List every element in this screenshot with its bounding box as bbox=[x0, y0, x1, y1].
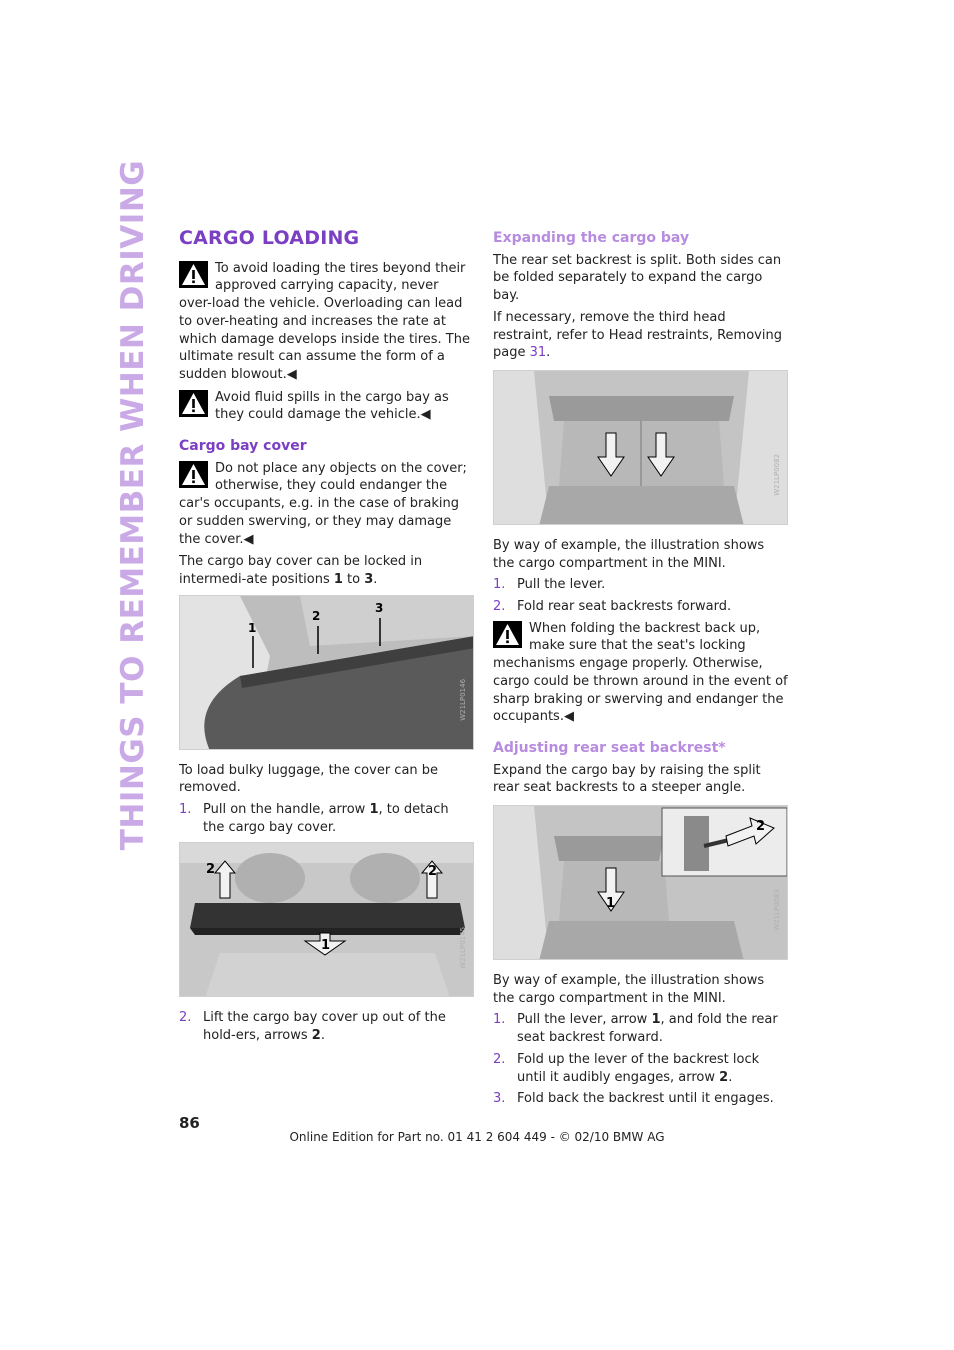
warning-icon bbox=[179, 261, 208, 288]
paragraph: To load bulky luggage, the cover can be removed. bbox=[179, 762, 439, 796]
page-number: 86 bbox=[179, 1114, 200, 1132]
figure-label: 2 bbox=[756, 819, 766, 835]
warning-text: Do not place any objects on the cover; otherwise, they could endanger the car's occupants, e.g. in the case of braking or sudden swerving, or they may damage the cover.◀ bbox=[179, 460, 467, 547]
list-item: 1. Pull on the handle, arrow 1, to detach the cargo bay cover. bbox=[179, 802, 449, 835]
warning-icon bbox=[179, 390, 208, 417]
list-item: 2. Fold rear seat backrests forward. bbox=[493, 599, 732, 615]
steps-list bbox=[493, 1011, 788, 1108]
list-item: 2. Lift the cargo bay cover up out of the hold-ers, arrows 2. bbox=[179, 1010, 446, 1044]
side-title-text: THINGS TO REMEMBER WHEN DRIVING bbox=[115, 159, 151, 851]
figure-cargo-cover-positions bbox=[179, 595, 474, 750]
figure-label: 3 bbox=[375, 600, 384, 615]
warning-text: When folding the backrest back up, make sure that the seat's locking mechanisms engage properly. Otherwise, cargo could be thrown around in the event of sharp braking or swerving and endanger the occupants.◀ bbox=[493, 620, 788, 725]
list-item: 1. Pull the lever, arrow 1, and fold the rear seat backrest forward. bbox=[493, 1012, 778, 1046]
subheading-cargo-bay-cover: Cargo bay cover bbox=[179, 438, 307, 455]
cargo-cover-illustration bbox=[180, 596, 474, 750]
figure-label: 2 bbox=[312, 608, 321, 623]
paragraph: The rear set backrest is split. Both sides can be folded separately to expand the cargo bay. bbox=[493, 252, 782, 304]
list-item: 2. Fold up the lever of the backrest lock until it audibly engages, arrow 2. bbox=[493, 1051, 760, 1085]
figure-label: 2 bbox=[428, 864, 438, 880]
warning-text: Avoid fluid spills in the cargo bay as they could damage the vehicle.◀ bbox=[215, 389, 449, 423]
figure-label: 2 bbox=[206, 862, 216, 878]
subheading-expanding-cargo-bay: Expanding the cargo bay bbox=[493, 230, 690, 246]
paragraph: By way of example, the illustration shows the cargo compartment in the MINI. bbox=[493, 537, 765, 571]
figure-code: W21LP0082 bbox=[773, 454, 782, 496]
figure-label: 1 bbox=[606, 896, 616, 912]
warning-icon bbox=[493, 621, 522, 648]
adjust-backrest-illustration bbox=[494, 806, 788, 960]
figure-code: W21LP0145 bbox=[459, 926, 468, 969]
steps-list bbox=[493, 576, 788, 615]
figure-cover-removal bbox=[179, 842, 474, 997]
figure-fold-backrest bbox=[493, 370, 788, 525]
steps-list bbox=[179, 801, 474, 836]
fold-backrest-illustration bbox=[494, 371, 788, 525]
warning-icon bbox=[179, 461, 208, 488]
footer-text: Online Edition for Part no. 01 41 2 604 449 - © 02/10 BMW AG bbox=[289, 1130, 665, 1144]
warning-block bbox=[493, 620, 788, 726]
figure-adjust-backrest bbox=[493, 805, 788, 960]
side-section-title bbox=[113, 159, 153, 851]
paragraph: Expand the cargo bay by raising the split rear seat backrests to a steeper angle. bbox=[493, 762, 761, 796]
left-column bbox=[179, 226, 474, 1049]
right-column bbox=[493, 226, 788, 1112]
figure-label: 1 bbox=[248, 620, 257, 635]
paragraph: The cargo bay cover can be locked in intermedi-ate positions 1 to 3. bbox=[179, 554, 423, 587]
page-link[interactable]: 31 bbox=[529, 345, 547, 361]
steps-list bbox=[179, 1009, 474, 1044]
cover-removal-illustration bbox=[180, 843, 474, 997]
warning-block bbox=[179, 389, 474, 424]
warning-block bbox=[179, 460, 474, 549]
figure-code: W21LP0083 bbox=[773, 889, 782, 932]
subheading-adjusting-backrest: Adjusting rear seat backrest* bbox=[493, 739, 726, 756]
figure-code: W21LP0146 bbox=[459, 678, 468, 721]
section-heading-cargo-loading: CARGO LOADING bbox=[179, 227, 360, 249]
warning-block bbox=[179, 260, 474, 384]
list-item: 1. Pull the lever. bbox=[493, 577, 606, 593]
paragraph: By way of example, the illustration shows the cargo compartment in the MINI. bbox=[493, 973, 765, 1006]
paragraph: If necessary, remove the third head restraint, refer to Head restraints, Removing page 31. bbox=[493, 309, 782, 361]
warning-text: To avoid loading the tires beyond their approved carrying capacity, never over-load the vehicle. Overloading can lead to over-heating and increases the rate at which damage develops inside the tires. The ultimate result can assume the form of a sudden blowout.◀ bbox=[179, 260, 470, 382]
list-item: 3. Fold back the backrest until it engages. bbox=[493, 1091, 774, 1107]
figure-label: 1 bbox=[321, 938, 331, 954]
